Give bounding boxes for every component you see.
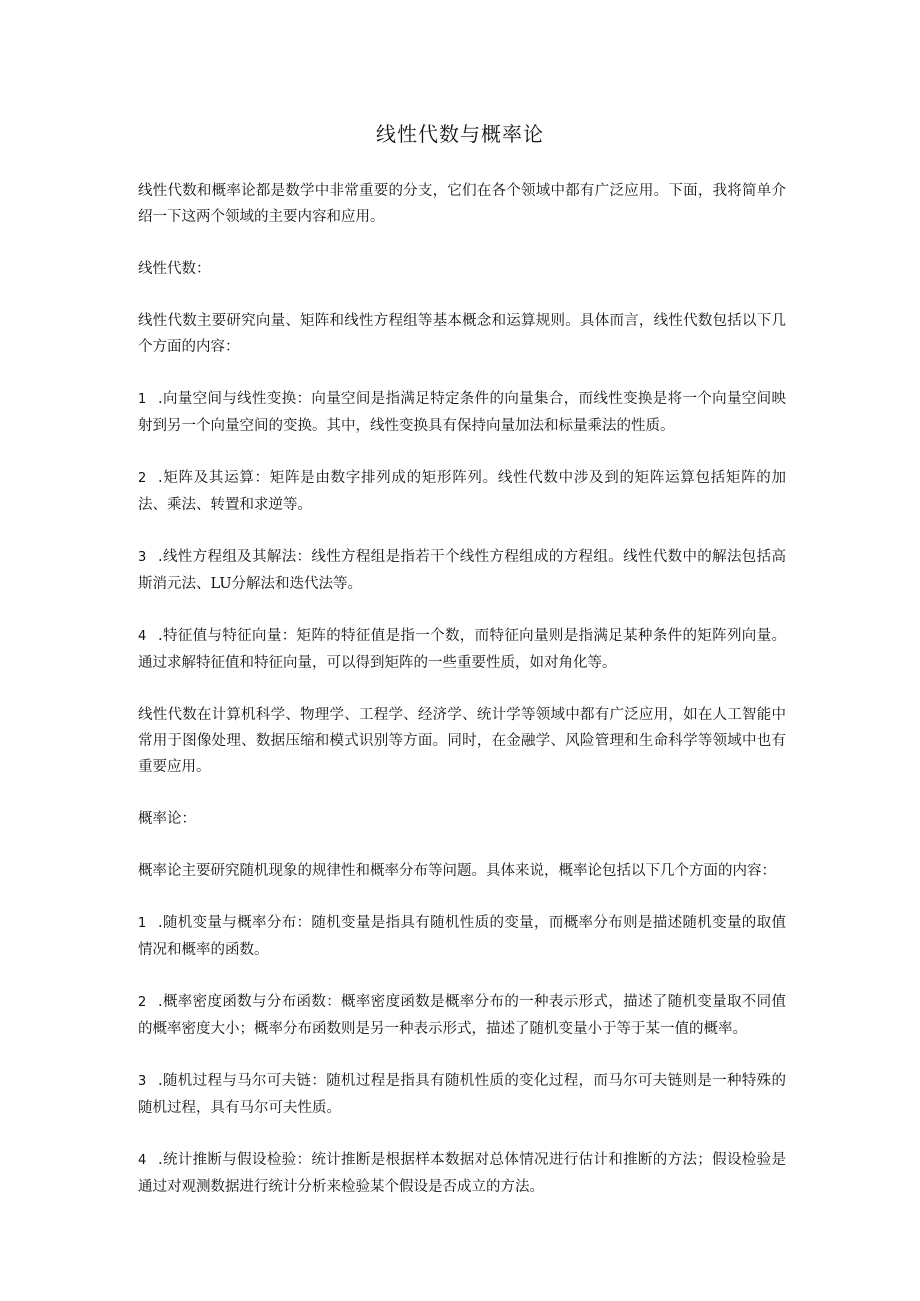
linear-algebra-item [138,465,786,518]
item-text: .线性方程组及其解法：线性方程组是指若干个线性方程组成的方程组。线性代数中的解法包括高斯消元法、LU分解法和迭代法等。 [138,549,786,592]
linear-algebra-item [138,623,786,676]
item-number: 2 [138,471,147,486]
item-text: .矩阵及其运算：矩阵是由数字排列成的矩形阵列。线性代数中涉及到的矩阵运算包括矩阵的加法、乘法、转置和求逆等。 [138,470,786,513]
item-text: .向量空间与线性变换：向量空间是指满足特定条件的向量集合，而线性变换是将一个向量空间映射到另一个向量空间的变换。其中，线性变换具有保持向量加法和标量乘法的性质。 [138,391,786,434]
item-number: 2 [138,995,147,1010]
probability-item [138,1068,786,1121]
probability-item [138,989,786,1042]
item-number: 1 [138,916,147,931]
item-number: 4 [138,1153,147,1168]
linear-algebra-item [138,544,786,597]
probability-item [138,1147,786,1200]
probability-item [138,910,786,963]
item-text: .概率密度函数与分布函数：概率密度函数是概率分布的一种表示形式，描述了随机变量取不同值的概率密度大小；概率分布函数则是另一种表示形式，描述了随机变量小于等于某一值的概率。 [138,994,786,1037]
document-body [138,178,786,1226]
item-text: .统计推断与假设检验：统计推断是根据样本数据对总体情况进行估计和推断的方法；假设检验是通过对观测数据进行统计分析来检验某个假设是否成立的方法。 [138,1152,786,1195]
document-title: 线性代数与概率论 [376,122,544,146]
item-number: 3 [138,1074,147,1089]
intro-paragraph: 线性代数和概率论都是数学中非常重要的分支，它们在各个领域中都有广泛应用。下面，我将简单介绍一下这两个领域的主要内容和应用。 [138,183,786,225]
probability-heading: 概率论： [138,811,196,827]
linear-algebra-item [138,386,786,439]
item-text: .特征值与特征向量：矩阵的特征值是指一个数，而特征向量则是指满足某种条件的矩阵列向量。通过求解特征值和特征向量，可以得到矩阵的一些重要性质，如对角化等。 [138,628,786,671]
linear-algebra-heading: 线性代数： [138,261,211,277]
linear-algebra-intro: 线性代数主要研究向量、矩阵和线性方程组等基本概念和运算规则。具体而言，线性代数包括以下几个方面的内容： [138,313,786,355]
item-text: .随机过程与马尔可夫链：随机过程是指具有随机性质的变化过程，而马尔可夫链则是一种特殊的随机过程，具有马尔可夫性质。 [138,1073,786,1116]
item-number: 3 [138,550,147,565]
item-text: .随机变量与概率分布：随机变量是指具有随机性质的变量，而概率分布则是描述随机变量的取值情况和概率的函数。 [138,915,786,958]
probability-intro: 概率论主要研究随机现象的规律性和概率分布等问题。具体来说，概率论包括以下几个方面的内容： [138,863,776,879]
linear-algebra-applications: 线性代数在计算机科学、物理学、工程学、经济学、统计学等领域中都有广泛应用，如在人工智能中常用于图像处理、数据压缩和模式识别等方面。同时，在金融学、风险管理和生命科学等领域中也有重要应用。 [138,707,786,775]
item-number: 1 [138,392,147,407]
item-number: 4 [138,629,147,644]
